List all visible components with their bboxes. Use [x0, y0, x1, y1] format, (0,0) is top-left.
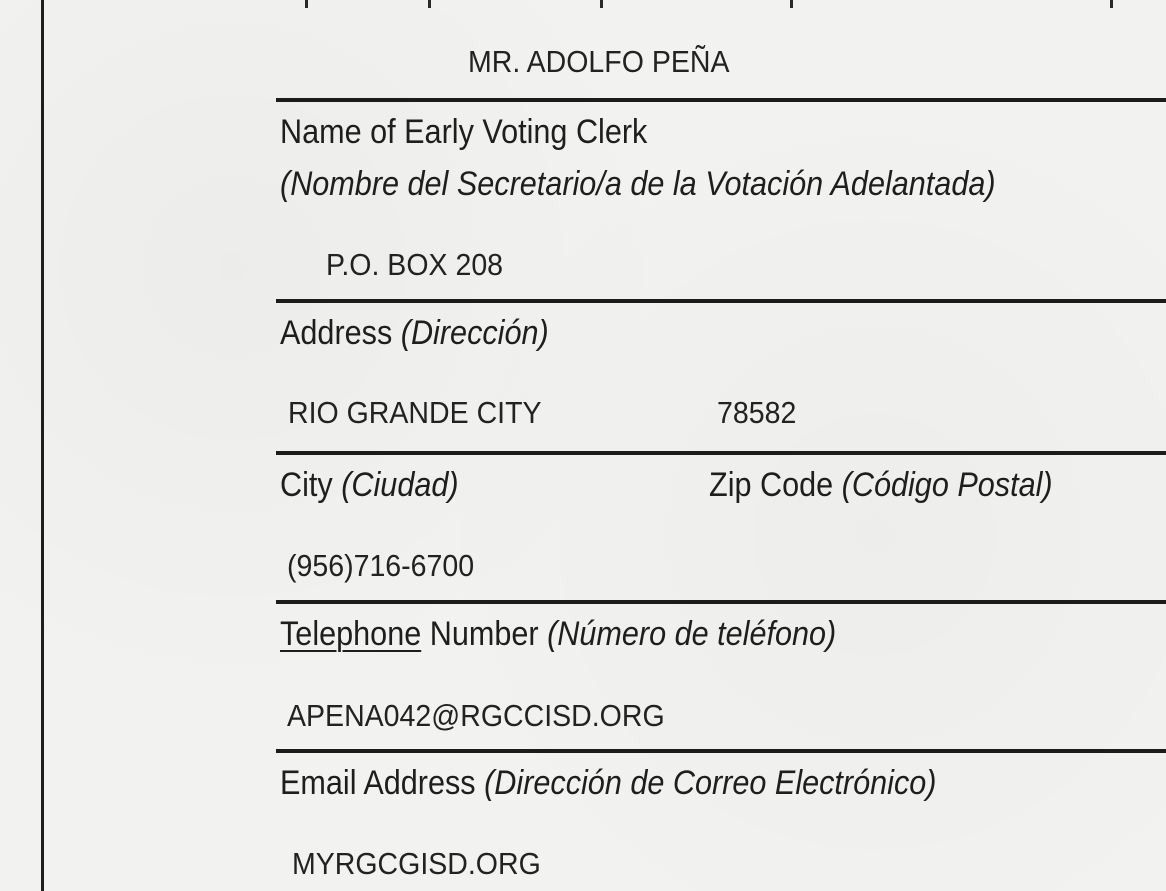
city-label-en: City — [280, 466, 333, 504]
phone-label-en-underlined: Telephone — [280, 615, 422, 653]
website-value: MYRGCGISD.ORG — [292, 846, 541, 881]
clerk-name-label — [280, 113, 647, 152]
email-label — [280, 764, 936, 803]
top-fragment — [790, 0, 793, 8]
city-label — [280, 466, 459, 505]
zip-label-en: Zip Code — [709, 466, 834, 504]
clerk-name-rule — [276, 98, 1166, 102]
phone-rule — [276, 600, 1166, 604]
zip-label-es: (Código Postal) — [841, 466, 1053, 504]
address-rule — [276, 299, 1166, 303]
top-fragment — [600, 0, 603, 8]
email-value: APENA042@RGCCISD.ORG — [287, 698, 665, 733]
clerk-name-label-en: Name of Early Voting Clerk — [280, 113, 648, 151]
city-value: RIO GRANDE CITY — [288, 395, 542, 430]
clerk-name-label-es: (Nombre del Secretario/a de la Votación Adelantada) — [280, 165, 996, 203]
top-fragment — [1110, 0, 1113, 8]
top-edge-fragments — [0, 0, 1166, 10]
city-label-es: (Ciudad) — [341, 466, 459, 504]
top-fragment — [305, 0, 308, 8]
clerk-name-label-spanish — [280, 165, 996, 204]
address-label-en: Address — [280, 314, 393, 352]
zip-label — [709, 466, 1053, 505]
phone-label — [280, 615, 836, 654]
form-left-border — [41, 0, 44, 891]
phone-value: (956)716-6700 — [287, 548, 475, 583]
address-value: P.O. BOX 208 — [326, 247, 504, 282]
address-label-es: (Dirección) — [400, 314, 549, 352]
email-rule — [276, 749, 1166, 753]
top-fragment — [428, 0, 431, 8]
email-label-es: (Dirección de Correo Electrónico) — [484, 764, 937, 802]
zip-value: 78582 — [717, 395, 797, 430]
phone-label-es: (Número de teléfono) — [547, 615, 837, 653]
city-zip-rule — [276, 451, 1166, 455]
email-label-en: Email Address — [280, 764, 476, 802]
address-label — [280, 314, 549, 353]
phone-label-en-rest: Number — [429, 615, 539, 653]
clerk-name-value: MR. ADOLFO PEÑA — [468, 44, 730, 79]
